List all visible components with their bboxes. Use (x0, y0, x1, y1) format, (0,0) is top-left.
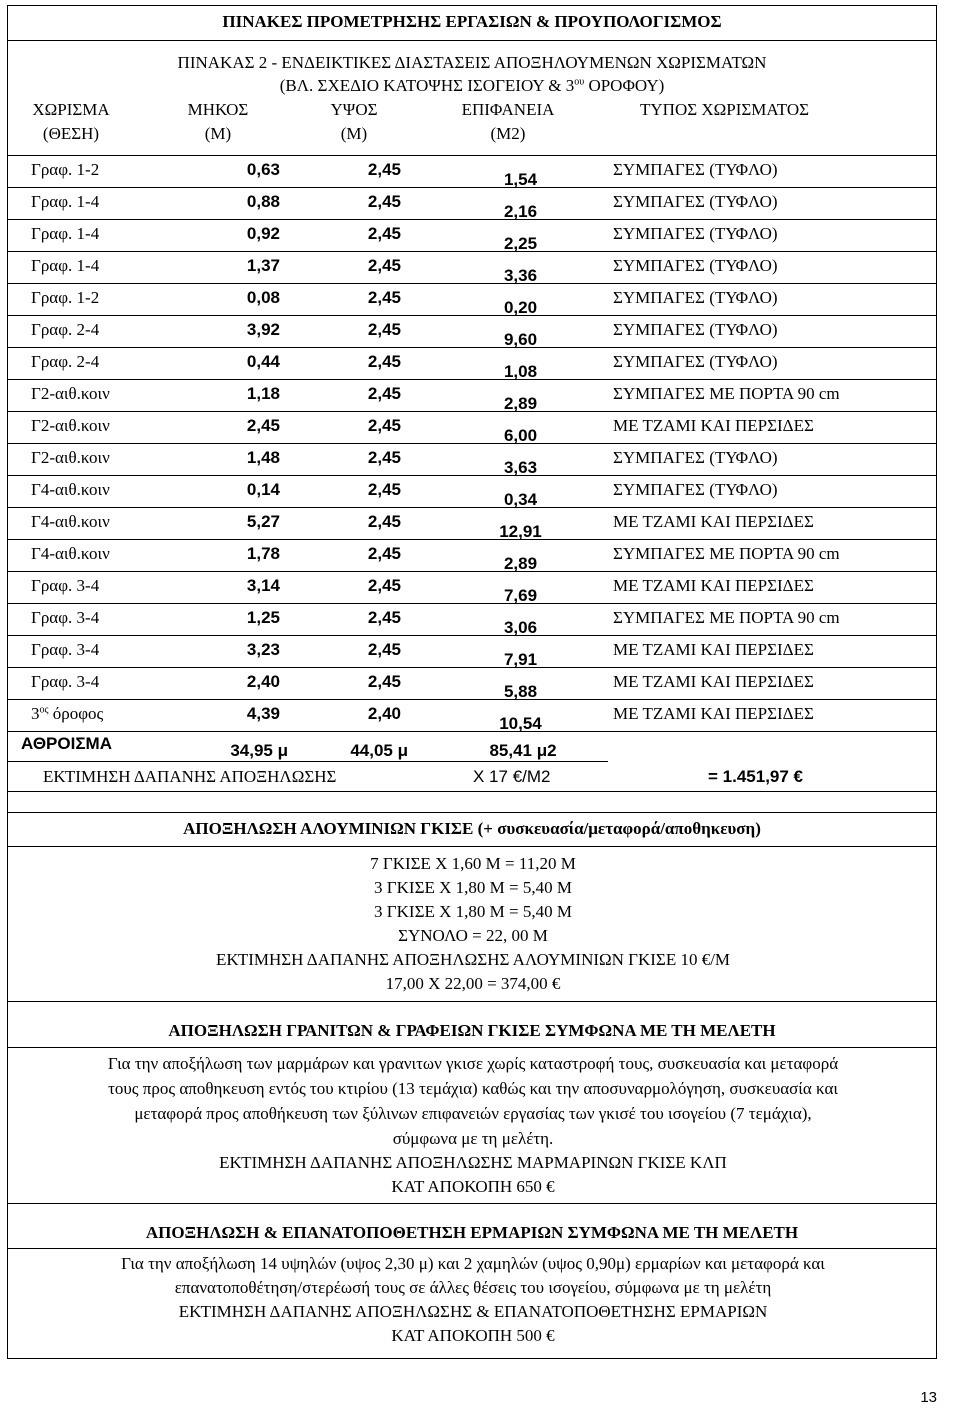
cell-area: 6,00 (503, 426, 538, 445)
cell-type: ΣΥΜΠΑΓΕΣ (ΤΥΦΛΟ) (613, 160, 778, 179)
estimate-label: ΕΚΤΙΜΗΣΗ ΔΑΠΑΝΗΣ ΑΠΟΞΗΛΩΣΗΣ (43, 767, 337, 786)
cell-area: 3,63 (503, 458, 538, 477)
cell-room-post: όροφος (48, 704, 104, 723)
cell-area: 0,34 (503, 490, 538, 509)
cell-area: 2,89 (503, 554, 538, 573)
table-heading-line1: ΠΙΝΑΚΑΣ 2 - ΕΝΔΕΙΚΤΙΚΕΣ ΔΙΑΣΤΑΣΕΙΣ ΑΠΟΞΗΛΟΥΜΕΝΩΝ ΧΩΡΙΣΜΑΤΩΝ (177, 53, 767, 72)
aluminium-line: 17,00 Χ 22,00 = 374,00 € (385, 974, 561, 993)
cabinets-title: ΑΠΟΞΗΛΩΣΗ & ΕΠΑΝΑΤΟΠΟΘΕΤΗΣΗ ΕΡΜΑΡΙΩΝ ΣΥΜΦΩΝΑ ΜΕ ΤΗ ΜΕΛΕΤΗ (145, 1223, 799, 1242)
cell-height: 2,45 (367, 512, 401, 531)
divider (8, 761, 608, 762)
cell-length: 1,48 (246, 448, 280, 467)
cabinets-line: ΕΚΤΙΜΗΣΗ ΔΑΠΑΝΗΣ ΑΠΟΞΗΛΩΣΗΣ & ΕΠΑΝΑΤΟΠΟΘΕΤΗΣΗΣ ΕΡΜΑΡΙΩΝ (178, 1302, 768, 1321)
cell-area: 12,91 (499, 522, 542, 541)
cell-room: Γραφ. 1-4 (31, 192, 100, 211)
cell-length: 0,14 (246, 480, 280, 499)
granite-line: ΕΚΤΙΜΗΣΗ ΔΑΠΑΝΗΣ ΑΠΟΞΗΛΩΣΗΣ ΜΑΡΜΑΡΙΝΩΝ ΓΚΙΣΕ ΚΛΠ (219, 1153, 727, 1172)
row-divider (8, 187, 936, 188)
cell-room: Γ4-αιθ.κοιν (31, 512, 110, 531)
cell-type: ΣΥΜΠΑΓΕΣ (ΤΥΦΛΟ) (613, 288, 778, 307)
cell-area: 7,69 (503, 586, 538, 605)
cell-length: 1,37 (246, 256, 280, 275)
cell-room-sup: ος (39, 704, 49, 716)
col-header-length-1: ΜΗΚΟΣ (187, 100, 249, 119)
heading-line2-sup: ου (574, 76, 585, 88)
cell-area: 5,88 (503, 682, 538, 701)
col-header-length-2: (Μ) (204, 124, 232, 143)
cell-type: ΣΥΜΠΑΓΕΣ (ΤΥΦΛΟ) (613, 320, 778, 339)
row-divider (8, 507, 936, 508)
cell-area: 0,20 (503, 298, 538, 317)
cell-room: Γραφ. 3-4 (31, 608, 100, 627)
cell-type: ΣΥΜΠΑΓΕΣ (ΤΥΦΛΟ) (613, 352, 778, 371)
granite-title: ΑΠΟΞΗΛΩΣΗ ΓΡΑΝΙΤΩΝ & ΓΡΑΦΕΙΩΝ ΓΚΙΣΕ ΣΥΜΦΩΝΑ ΜΕ ΤΗ ΜΕΛΕΤΗ (168, 1021, 776, 1040)
row-divider (8, 603, 936, 604)
cell-type: ΜΕ ΤΖΑΜΙ ΚΑΙ ΠΕΡΣΙΔΕΣ (613, 672, 814, 691)
cell-area: 2,16 (503, 202, 538, 221)
cell-height: 2,45 (367, 384, 401, 403)
cell-height: 2,45 (367, 352, 401, 371)
cell-area: 10,54 (499, 714, 542, 733)
row-divider (8, 571, 936, 572)
col-header-height-1: ΥΨΟΣ (330, 100, 378, 119)
cell-height: 2,45 (367, 160, 401, 179)
divider (8, 812, 936, 813)
divider (8, 1248, 936, 1249)
aluminium-line: ΣΥΝΟΛΟ = 22, 00 Μ (398, 926, 548, 945)
cell-height: 2,40 (367, 704, 401, 723)
cell-area: 3,36 (503, 266, 538, 285)
cell-height: 2,45 (367, 320, 401, 339)
row-divider (8, 699, 936, 700)
row-divider (8, 475, 936, 476)
cell-height: 2,45 (367, 640, 401, 659)
cell-room: Γραφ. 2-4 (31, 352, 100, 371)
cell-height: 2,45 (367, 416, 401, 435)
cell-height: 2,45 (367, 224, 401, 243)
divider (8, 1001, 936, 1002)
col-header-height-2: (Μ) (340, 124, 368, 143)
cell-length: 0,08 (246, 288, 280, 307)
cell-height: 2,45 (367, 576, 401, 595)
cell-length: 0,44 (246, 352, 280, 371)
cell-height: 2,45 (367, 288, 401, 307)
cell-room: Γραφ. 1-4 (31, 256, 100, 275)
cell-height: 2,45 (367, 608, 401, 627)
cell-room: Γραφ. 1-2 (31, 288, 100, 307)
row-divider (8, 283, 936, 284)
cell-type: ΣΥΜΠΑΓΕΣ ΜΕ ΠΟΡΤΑ 90 cm (613, 384, 840, 403)
cell-height: 2,45 (367, 448, 401, 467)
row-divider (8, 251, 936, 252)
row-divider (8, 443, 936, 444)
cell-height: 2,45 (367, 544, 401, 563)
granite-line: ΚΑΤ ΑΠΟΚΟΠΗ 650 € (391, 1177, 555, 1196)
cell-length: 4,39 (246, 704, 280, 723)
cabinets-line: ΚΑΤ ΑΠΟΚΟΠΗ 500 € (391, 1326, 555, 1345)
aluminium-line: 3 ΓΚΙΣΕ Χ 1,80 Μ = 5,40 Μ (374, 902, 572, 921)
col-header-area-2: (Μ2) (490, 124, 526, 143)
aluminium-line: ΕΚΤΙΜΗΣΗ ΔΑΠΑΝΗΣ ΑΠΟΞΗΛΩΣΗΣ ΑΛΟΥΜΙΝΙΩΝ ΓΚΙΣΕ 10 €/Μ (215, 950, 731, 969)
cell-room-num: 3 (31, 704, 40, 723)
cell-type: ΣΥΜΠΑΓΕΣ (ΤΥΦΛΟ) (613, 256, 778, 275)
cell-area: 1,54 (503, 170, 538, 189)
granite-line: σύμφωνα με τη μελέτη. (392, 1129, 554, 1148)
heading-line2-post: ΟΡΟΦΟΥ) (584, 76, 665, 95)
divider (8, 1047, 936, 1048)
cell-room: Γραφ. 1-4 (31, 224, 100, 243)
cell-length: 5,27 (246, 512, 280, 531)
heading-line2-pre: (ΒΛ. ΣΧΕΔΙΟ ΚΑΤΟΨΗΣ ΙΣΟΓΕΙΟΥ & 3 (279, 76, 575, 95)
cell-length: 2,40 (246, 672, 280, 691)
cell-room: Γ2-αιθ.κοιν (31, 448, 110, 467)
col-header-type: ΤΥΠΟΣ ΧΩΡΙΣΜΑΤΟΣ (640, 100, 810, 119)
cell-room: Γ2-αιθ.κοιν (31, 416, 110, 435)
cell-room (31, 704, 103, 724)
row-divider (8, 347, 936, 348)
row-divider (8, 155, 936, 156)
cell-room: Γ2-αιθ.κοιν (31, 384, 110, 403)
cell-room: Γραφ. 3-4 (31, 640, 100, 659)
cell-type: ΜΕ ΤΖΑΜΙ ΚΑΙ ΠΕΡΣΙΔΕΣ (613, 416, 814, 435)
cell-length: 0,88 (246, 192, 280, 211)
row-divider (8, 315, 936, 316)
divider (8, 846, 936, 847)
totals-length: 34,95 μ (230, 741, 288, 760)
aluminium-title: ΑΠΟΞΗΛΩΣΗ ΑΛΟΥΜΙΝΙΩΝ ΓΚΙΣΕ (+ συσκευασία/μεταφορά/αποθηκευση) (183, 819, 761, 838)
cell-type: ΜΕ ΤΖΑΜΙ ΚΑΙ ΠΕΡΣΙΔΕΣ (613, 512, 814, 531)
cell-height: 2,45 (367, 672, 401, 691)
cabinets-line: επανατοποθέτηση/στερέωσή τους σε άλλες θέσεις του ισογείου, σύμφωνα με τη μελέτη (174, 1278, 772, 1297)
aluminium-line: 7 ΓΚΙΣΕ Χ 1,60 Μ = 11,20 Μ (370, 854, 576, 873)
divider (8, 40, 936, 41)
cell-length: 0,63 (246, 160, 280, 179)
table-heading-line2 (8, 76, 936, 96)
cell-length: 3,23 (246, 640, 280, 659)
cell-area: 2,25 (503, 234, 538, 253)
cell-height: 2,45 (367, 480, 401, 499)
divider (8, 1203, 936, 1204)
cell-area: 9,60 (503, 330, 538, 349)
cell-length: 2,45 (246, 416, 280, 435)
cell-room: Γραφ. 3-4 (31, 576, 100, 595)
cell-length: 0,92 (246, 224, 280, 243)
cell-area: 7,91 (503, 650, 538, 669)
divider (8, 791, 936, 792)
row-divider (8, 379, 936, 380)
cell-type: ΜΕ ΤΖΑΜΙ ΚΑΙ ΠΕΡΣΙΔΕΣ (613, 704, 814, 723)
row-divider (8, 539, 936, 540)
cell-area: 2,89 (503, 394, 538, 413)
estimate-rate: Χ 17 €/Μ2 (473, 767, 551, 786)
cell-type: ΣΥΜΠΑΓΕΣ (ΤΥΦΛΟ) (613, 448, 778, 467)
page-title: ΠΙΝΑΚΕΣ ΠΡΟΜΕΤΡΗΣΗΣ ΕΡΓΑΣΙΩΝ & ΠΡΟΥΠΟΛΟΓΙΣΜΟΣ (222, 12, 722, 31)
cell-area: 3,06 (503, 618, 538, 637)
cell-height: 2,45 (367, 256, 401, 275)
cell-room: Γ4-αιθ.κοιν (31, 544, 110, 563)
col-header-area-1: ΕΠΙΦΑΝΕΙΑ (461, 100, 555, 119)
totals-row (8, 730, 936, 762)
cell-type: ΣΥΜΠΑΓΕΣ ΜΕ ΠΟΡΤΑ 90 cm (613, 608, 840, 627)
cell-room: Γραφ. 1-2 (31, 160, 100, 179)
granite-line: μεταφορά προς αποθήκευση των ξύλινων επιφανειών εργασίας των γκισέ του ισογείου (7 τεμάχια), (134, 1104, 812, 1123)
cabinets-line: Για την αποξήλωση 14 υψηλών (υψος 2,30 μ) και 2 χαμηλών (υψος 0,90μ) ερμαρίων και μεταφορά και (121, 1254, 825, 1273)
granite-line: Για την αποξήλωση των μαρμάρων και γρανιτων γκισε χωρίς καταστροφή τους, συσκευασία και μεταφορά (107, 1054, 839, 1073)
cell-type: ΣΥΜΠΑΓΕΣ (ΤΥΦΛΟ) (613, 192, 778, 211)
cell-area: 1,08 (503, 362, 538, 381)
document-frame (7, 5, 937, 1359)
cell-length: 3,14 (246, 576, 280, 595)
cell-length: 1,18 (246, 384, 280, 403)
cell-room: Γραφ. 3-4 (31, 672, 100, 691)
col-header-room-2: (ΘΕΣΗ) (42, 124, 100, 143)
row-divider (8, 219, 936, 220)
col-header-room-1: ΧΩΡΙΣΜΑ (32, 100, 110, 119)
totals-area: 85,41 μ2 (489, 741, 557, 760)
cell-room: Γ4-αιθ.κοιν (31, 480, 110, 499)
cell-type: ΜΕ ΤΖΑΜΙ ΚΑΙ ΠΕΡΣΙΔΕΣ (613, 576, 814, 595)
page-number: 13 (920, 1389, 937, 1406)
row-divider (8, 667, 936, 668)
cell-length: 1,25 (246, 608, 280, 627)
granite-line: τους προς αποθηκευση εντός του κτιρίου (13 τεμάχια) καθώς και την αποσυναρμολόγηση, συσκευασία και (108, 1079, 838, 1098)
row-divider (8, 635, 936, 636)
cell-length: 1,78 (246, 544, 280, 563)
estimate-result: = 1.451,97 € (708, 767, 804, 786)
aluminium-line: 3 ΓΚΙΣΕ Χ 1,80 Μ = 5,40 Μ (374, 878, 572, 897)
totals-height: 44,05 μ (350, 741, 408, 760)
cell-length: 3,92 (246, 320, 280, 339)
cell-type: ΣΥΜΠΑΓΕΣ (ΤΥΦΛΟ) (613, 224, 778, 243)
cell-type: ΣΥΜΠΑΓΕΣ (ΤΥΦΛΟ) (613, 480, 778, 499)
cell-room: Γραφ. 2-4 (31, 320, 100, 339)
totals-label: ΑΘΡΟΙΣΜΑ (21, 734, 112, 753)
cell-type: ΣΥΜΠΑΓΕΣ ΜΕ ΠΟΡΤΑ 90 cm (613, 544, 840, 563)
row-divider (8, 411, 936, 412)
cell-height: 2,45 (367, 192, 401, 211)
cell-type: ΜΕ ΤΖΑΜΙ ΚΑΙ ΠΕΡΣΙΔΕΣ (613, 640, 814, 659)
